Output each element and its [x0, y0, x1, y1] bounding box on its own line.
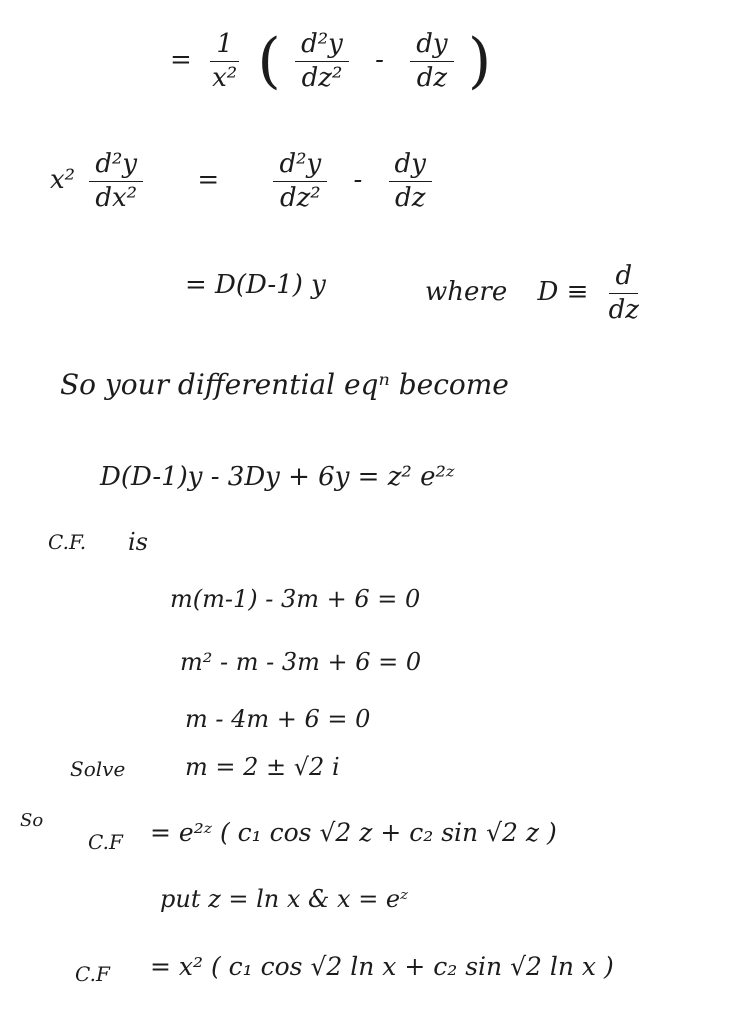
cf-label-3: C.F	[75, 962, 110, 986]
lhs-coefficient: x²	[50, 165, 76, 196]
minus-sign: -	[375, 45, 384, 76]
minus-sign: -	[353, 165, 363, 196]
solve-label: Solve	[70, 757, 126, 781]
roots-expression: m = 2 ± √2 i	[185, 753, 340, 781]
equals-sign: =	[170, 45, 192, 76]
equation-line-2	[50, 150, 438, 212]
sentence-line: So your differential eqⁿ become	[60, 368, 509, 401]
auxiliary-equation-3: m - 4m + 6 = 0	[185, 705, 371, 733]
fraction-one-over-x2: $\frac{1}{\text{x²}}$	[212, 29, 238, 93]
fraction-dy-dz: $\frac{dy}{dz}$	[389, 150, 432, 212]
equation-line-3	[185, 270, 326, 300]
cf-is-word: is	[128, 528, 148, 556]
operator-expression: = D(D-1) y	[185, 270, 326, 300]
fraction-d-dz: $\frac{d}{dz}$	[608, 261, 639, 325]
operator-definition	[425, 262, 651, 324]
fraction-dy-dz: $\frac{dy}{dz}$	[410, 30, 453, 92]
fraction-d2y-dz2: $\frac{\text{d²y}}{\text{dz²}}$	[295, 30, 349, 92]
equation-line-1	[170, 26, 492, 97]
fraction-d2y-dz2: $\frac{\text{d²y}}{\text{dz²}}$	[273, 150, 327, 212]
auxiliary-equation-1: m(m-1) - 3m + 6 = 0	[170, 585, 421, 613]
transformed-equation: D(D-1)y - 3Dy + 6y = z² e²ᶻ	[100, 462, 455, 492]
fraction-d2y-dx2: $\frac{\text{d²y}}{\text{dx²}}$	[89, 150, 143, 212]
equals-sign: =	[197, 165, 220, 196]
cf-in-z: = e²ᶻ ( c₁ cos √2 z + c₂ sin √2 z )	[150, 818, 557, 847]
substitution-line: put z = ln x & x = eᶻ	[160, 885, 409, 913]
cf-label-2: C.F	[88, 830, 123, 854]
right-paren: )	[467, 26, 492, 97]
where-word: where	[425, 277, 508, 308]
left-paren: (	[257, 26, 281, 97]
auxiliary-equation-2: m² - m - 3m + 6 = 0	[180, 648, 422, 676]
d-symbol: D ≡	[537, 277, 589, 308]
cf-in-x: = x² ( c₁ cos √2 ln x + c₂ sin √2 ln x )	[150, 952, 614, 981]
so-label: So	[20, 810, 44, 831]
cf-label: C.F.	[48, 530, 87, 554]
